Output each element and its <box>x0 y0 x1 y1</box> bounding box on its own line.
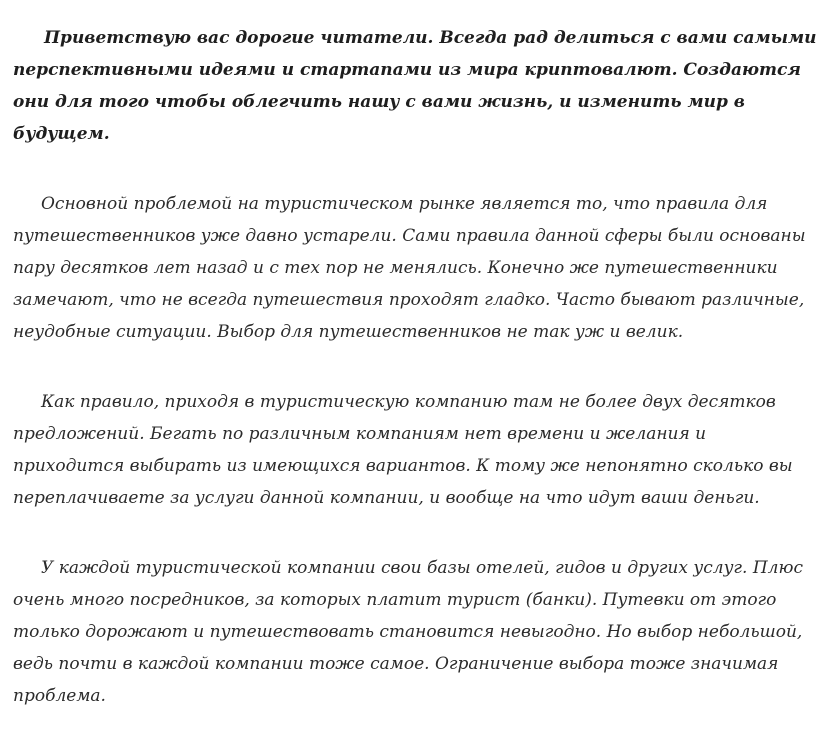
paragraph-companies: У каждой туристической компании свои базы отелей, гидов и других услуг. Плюс очень много посредников, за которых платит турист (банки). Путевки от этого только дорожают и путешествовать становится невыгодно. Но выбор небольшой, ведь почти в каждой компании тоже самое. Ограничение выбора тоже значимая проблема. <box>13 558 803 706</box>
paragraph-problem: Основной проблемой на туристическом рынке является то, что правила для путешественников уже давно устарели. Сами правила данной сферы были основаны пару десятков лет назад и с тех пор не менялись. Конечно же путешественники замечают, что не всегда путешествия проходят гладко. Часто бывают различные, неудобные ситуации. Выбор для путешественников не так уж и велик. <box>13 194 806 342</box>
paragraph-choice: Как правило, приходя в туристическую компанию там не более двух десятков предложений. Бегать по различным компаниям нет времени и желания и приходится выбирать из имеющихся вариантов. К тому же непонятно сколько вы переплачиваете за услуги данной компании, и вообще на что идут ваши деньги. <box>13 392 793 508</box>
intro-paragraph: Приветствую вас дорогие читатели. Всегда рад делиться с вами самыми перспективными идеями и стартапами из мира криптовалют. Создаются они для того чтобы облегчить нашу с вами жизнь, и изменить мир в будущем. <box>13 28 817 144</box>
article-body <box>13 22 818 750</box>
